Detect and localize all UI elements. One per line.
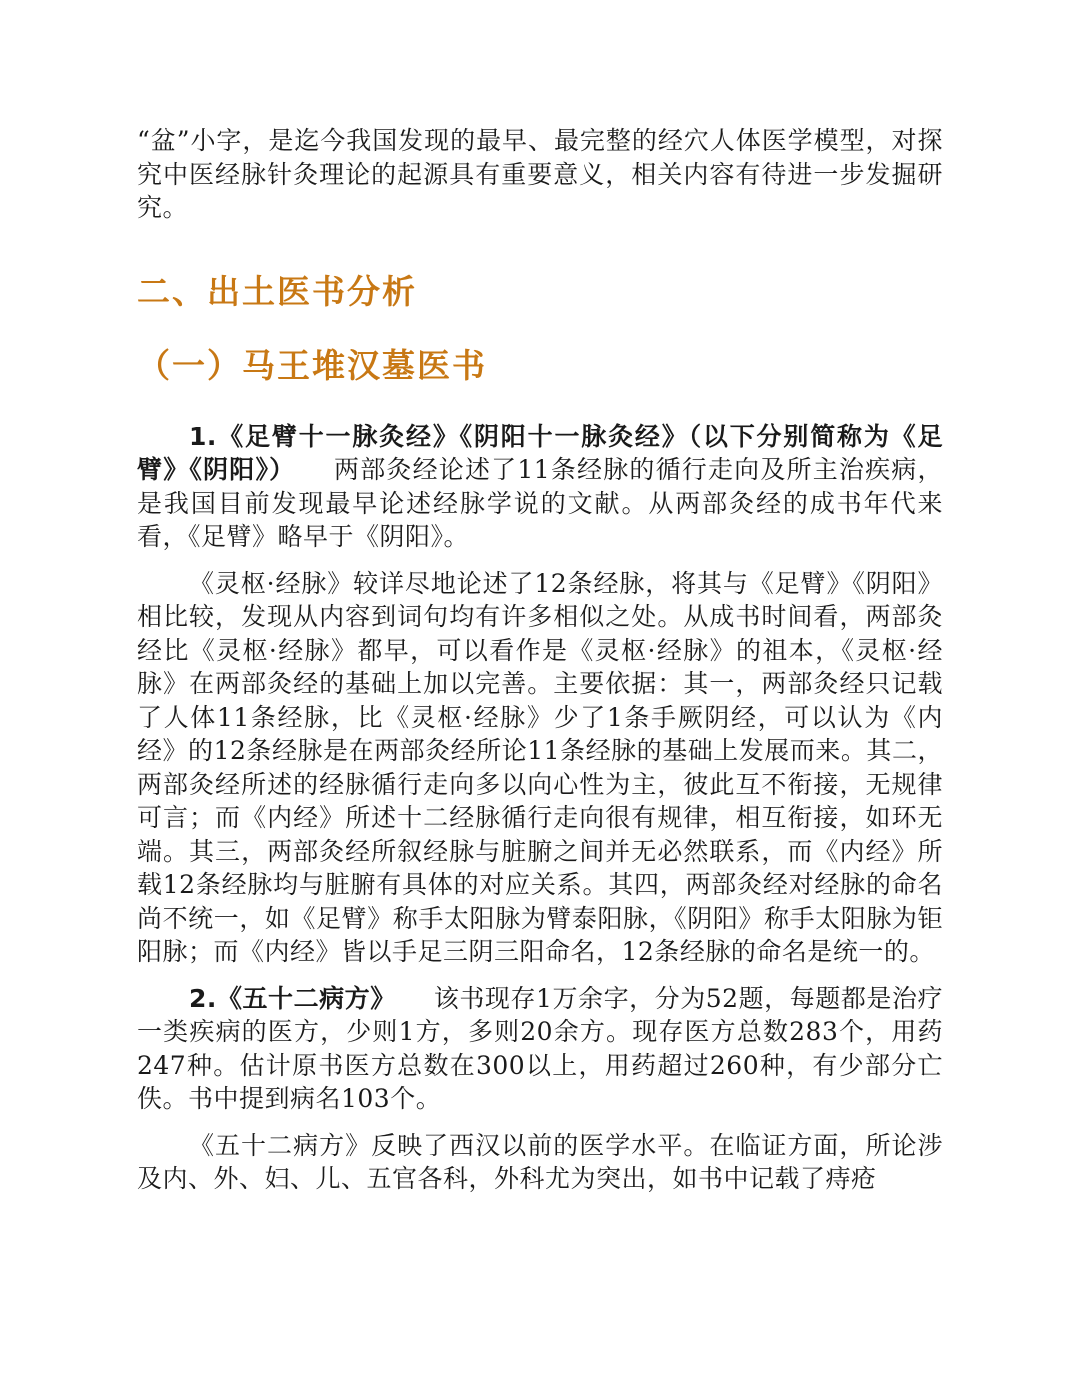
paragraph-lead: 2.《五十二病方》 — [189, 983, 396, 1013]
paragraph-text: 该书现存1万余字，分为52题，每题都是治疗一类疾病的医方，少则1方，多则20余方。现存医方总数283个，用药247种。估计原书医方总数在300以上，用药超过260种，有少部分亡佚。书中提到病名103个。 — [137, 983, 943, 1113]
paragraph-text: 《五十二病方》反映了西汉以前的医学水平。在临证方面，所论涉及内、外、妇、儿、五官各科，外科尤为突出，如书中记载了痔疮 — [137, 1130, 943, 1193]
paragraph-item-2 — [137, 567, 943, 969]
paragraph-text: 《灵枢·经脉》较详尽地论述了12条经脉，将其与《足臂》《阴阳》相比较，发现从内容到词句均有许多相似之处。从成书时间看，两部灸经比《灵枢·经脉》都早，可以看作是《灵枢·经脉》的祖本，《灵枢·经脉》在两部灸经的基础上加以完善。主要依据：其一，两部灸经只记载了人体11条经脉，比《灵枢·经脉》少了1条手厥阴经，可以认为《内经》的12条经脉是在两部灸经所论11条经脉的基础上发展而来。其二，两部灸经所述的经脉循行走向多以向心性为主，彼此互不衔接，无规律可言；而《内经》所述十二经脉循行走向很有规律，相互衔接，如环无端。其三，两部灸经所叙经脉与脏腑之间并无必然联系，而《内经》所载12条经脉均与脏腑有具体的对应关系。其四，两部灸经对经脉的命名尚不统一，如《足臂》称手太阳脉为臂泰阳脉，《阴阳》称手太阳脉为钜阳脉；而《内经》皆以手足三阴三阳命名，12条经脉的命名是统一的。 — [137, 568, 943, 966]
subsection-heading: （一）马王堆汉墓医书 — [137, 345, 487, 385]
document-page — [137, 124, 943, 1196]
paragraph-item-1 — [137, 420, 943, 554]
section-heading: 二、出土医书分析 — [137, 271, 417, 311]
paragraph-item-3 — [137, 982, 943, 1116]
paragraph-item-4 — [137, 1129, 943, 1196]
paragraph-lead: 1.《足臂十一脉灸经》《阴阳十一脉灸经》（以下分别简称为《足臂》《阴阳》） — [137, 421, 943, 484]
intro-paragraph: “盆”小字，是迄今我国发现的最早、最完整的经穴人体医学模型，对探究中医经脉针灸理论的起源具有重要意义，相关内容有待进一步发掘研究。 — [137, 126, 943, 222]
paragraph-text: 两部灸经论述了11条经脉的循行走向及所主治疾病，是我国目前发现最早论述经脉学说的文献。从两部灸经的成书年代来看，《足臂》略早于《阴阳》。 — [137, 455, 943, 551]
